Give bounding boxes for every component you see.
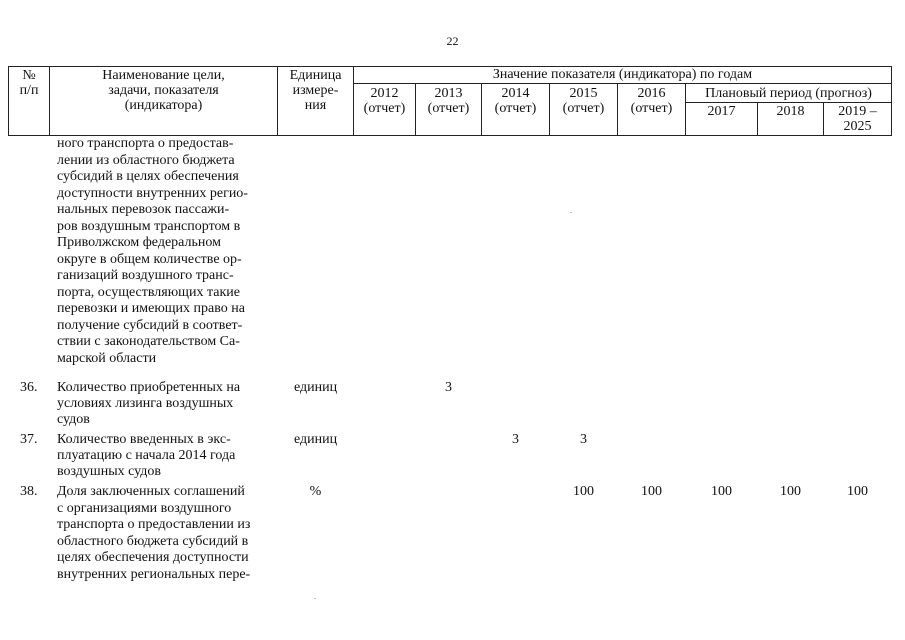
- row-description: Количество приобретенных на условиях лизинга воздушных судов: [57, 380, 241, 427]
- value-2013: 3: [445, 380, 452, 395]
- header-unit: Единица измере- ния: [289, 68, 342, 113]
- row-unit: %: [309, 484, 322, 499]
- header-year-2012: 2012 (отчет): [363, 86, 406, 116]
- row-unit: единиц: [293, 380, 338, 395]
- header-values-title: Значение показателя (индикатора) по годам: [492, 67, 753, 82]
- row-number: 38.: [20, 484, 38, 499]
- header-plan-2017: 2017: [707, 104, 736, 119]
- header-plan-2019-2025: 2019 – 2025: [838, 104, 877, 134]
- header-year-2013: 2013 (отчет): [427, 86, 470, 116]
- row-number: 37.: [20, 432, 38, 447]
- header-year-2016: 2016 (отчет): [630, 86, 673, 116]
- value-2015: 100: [573, 484, 594, 499]
- continuation-description: ного транспорта о предостав- лении из областного бюджета субсидий в целях обеспечения доступности внутренних регио- нальных перевозок пассажи- ров воздушным транспортом в Приволжском федеральном округе в общем количестве ор- ганизаций воздушного транс- порта, осуществляющих такие перевозки и имеющих право на получение субсидий в соответ- ствии с законодательством Са- марской области: [57, 136, 248, 366]
- value-2018: 100: [780, 484, 801, 499]
- header-year-2015: 2015 (отчет): [562, 86, 605, 116]
- scan-speck: [314, 598, 316, 599]
- value-2019-2025: 100: [847, 484, 868, 499]
- header-year-2014: 2014 (отчет): [494, 86, 537, 116]
- page-number: 22: [446, 34, 459, 48]
- value-2015: 3: [580, 432, 587, 447]
- scan-speck: [570, 212, 572, 213]
- header-plan-title: Плановый период (прогноз): [705, 86, 872, 101]
- header-name: Наименование цели, задачи, показателя (индикатора): [102, 68, 225, 113]
- row-description: Количество введенных в экс- плуатацию с начала 2014 года воздушных судов: [57, 432, 236, 479]
- row-number: 36.: [20, 380, 38, 395]
- row-description: Доля заключенных соглашений с организациями воздушного транспорта о предоставлении из областного бюджета субсидий в целях обеспечения доступности внутренних региональных пере-: [57, 484, 251, 582]
- row-unit: единиц: [293, 432, 338, 447]
- header-plan-2018: 2018: [776, 104, 805, 119]
- value-2014: 3: [512, 432, 519, 447]
- value-2016: 100: [641, 484, 662, 499]
- header-num: № п/п: [19, 68, 39, 98]
- value-2017: 100: [711, 484, 732, 499]
